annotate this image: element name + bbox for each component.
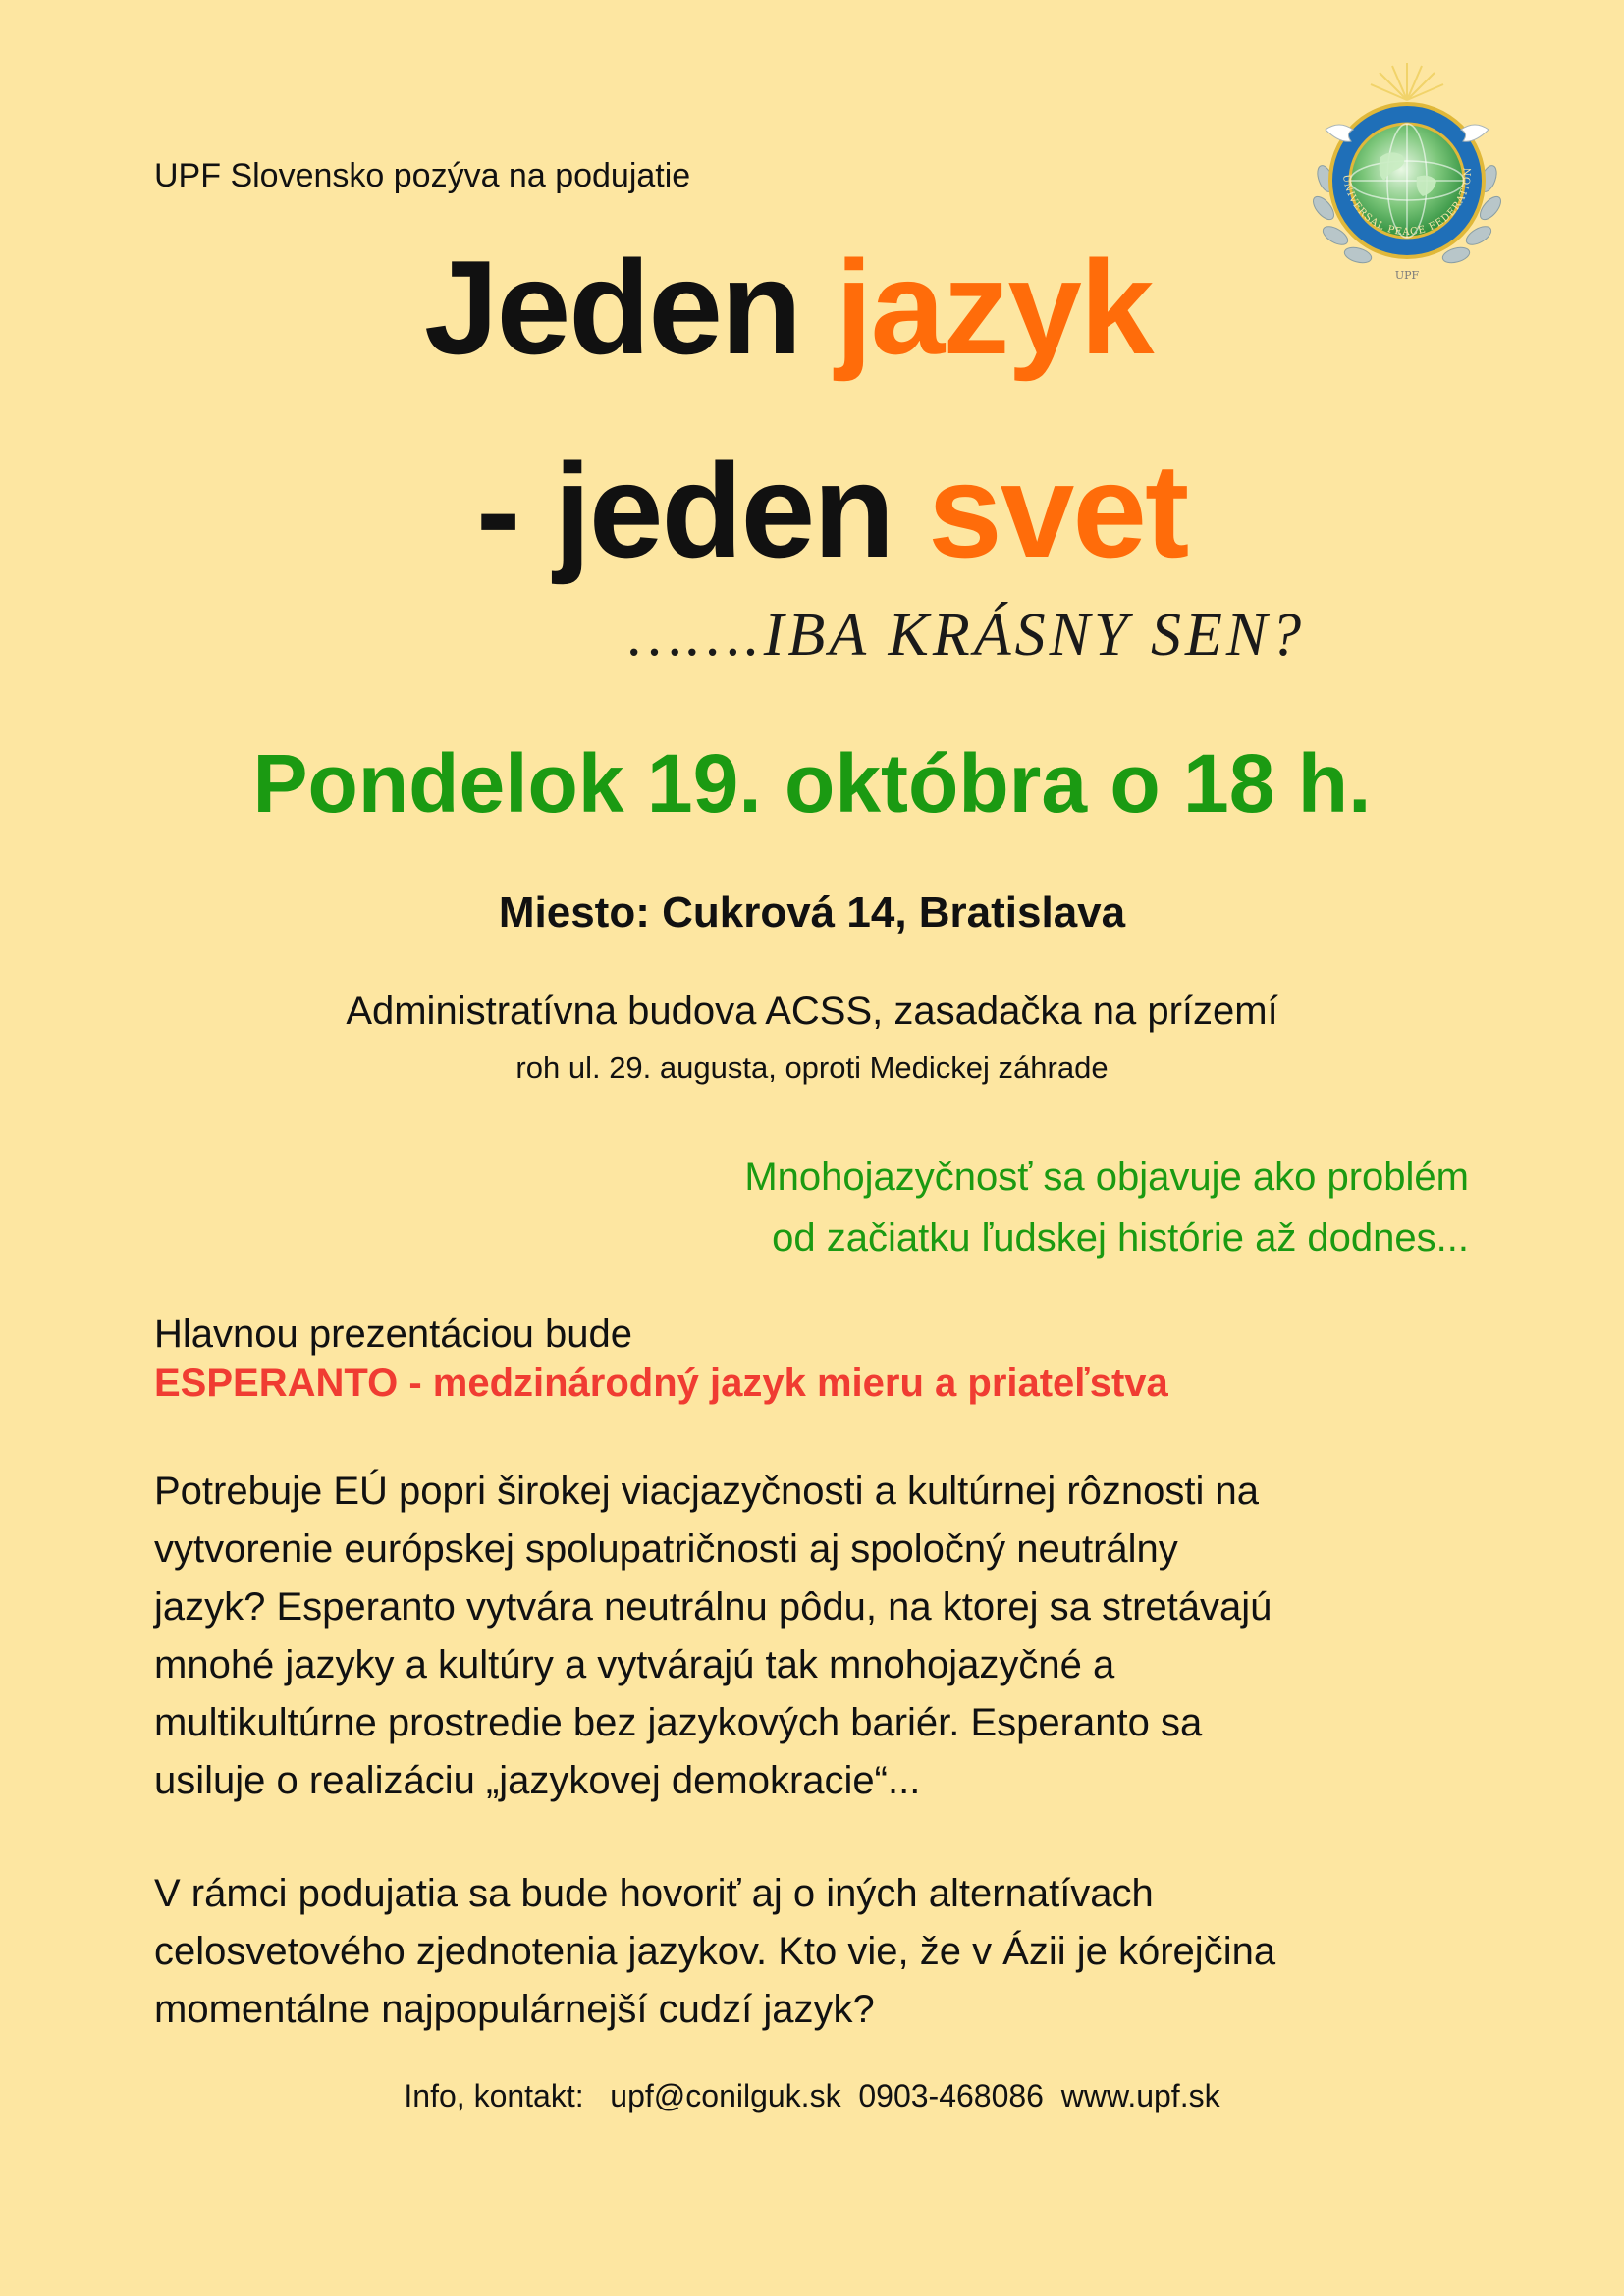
title-line-1 bbox=[424, 233, 1153, 382]
svg-text:UNIVERSAL PEACE FEDERATION: UNIVERSAL PEACE FEDERATION bbox=[1339, 166, 1475, 239]
event-date: Pondelok 19. októbra o 18 h. bbox=[252, 737, 1372, 829]
event-building: Administratívna budova ACSS, zasadačka na prízemí bbox=[346, 989, 1278, 1033]
title-word-jazyk: jazyk bbox=[835, 233, 1153, 382]
universal-peace-federation-logo bbox=[1304, 61, 1510, 285]
svg-text:UPF: UPF bbox=[1394, 269, 1420, 282]
title-word-svet: svet bbox=[928, 436, 1188, 585]
paragraph-1-line: multikultúrne prostredie bez jazykových bariér. Esperanto sa bbox=[154, 1701, 1203, 1744]
paragraph-1-line: jazyk? Esperanto vytvára neutrálnu pôdu, na ktorej sa stretávajú bbox=[154, 1585, 1272, 1629]
contact-info: Info, kontakt: upf@conilguk.sk 0903-468086 www.upf.sk bbox=[404, 2078, 1220, 2113]
quote-line-2: od začiatku ľudskej histórie až dodnes... bbox=[772, 1216, 1469, 1259]
paragraph-2-line: V rámci podujatia sa bude hovoriť aj o iných alternatívach bbox=[154, 1872, 1154, 1915]
paragraph-1-line: Potrebuje EÚ popri širokej viacjazyčnosti a kultúrnej rôznosti na bbox=[154, 1469, 1259, 1513]
title-word-jeden-2: - jeden bbox=[476, 436, 893, 585]
invite-line: UPF Slovensko pozýva na podujatie bbox=[154, 157, 691, 194]
paragraph-1 bbox=[154, 1463, 1509, 1810]
title-line-2 bbox=[476, 436, 1188, 585]
paragraph-2-line: momentálne najpopulárnejší cudzí jazyk? bbox=[154, 1988, 875, 2031]
quote-block bbox=[744, 1147, 1469, 1268]
paragraph-2 bbox=[154, 1865, 1509, 2039]
quote-line-1: Mnohojazyčnosť sa objavuje ako problém bbox=[744, 1155, 1469, 1199]
title-word-jeden: Jeden bbox=[424, 233, 801, 382]
paragraph-1-line: usiluje o realizáciu „jazykovej demokracie“... bbox=[154, 1759, 921, 1802]
paragraph-2-line: celosvetového zjednotenia jazykov. Kto vie, že v Ázii je kórejčina bbox=[154, 1930, 1276, 1973]
paragraph-1-line: vytvorenie európskej spolupatričnosti aj spoločný neutrálny bbox=[154, 1527, 1178, 1571]
upf-logo-icon bbox=[1304, 61, 1510, 285]
presentation-topic: ESPERANTO - medzinárodný jazyk mieru a priateľstva bbox=[154, 1362, 1168, 1405]
event-place: Miesto: Cukrová 14, Bratislava bbox=[498, 888, 1126, 936]
event-corner: roh ul. 29. augusta, oproti Medickej záhrade bbox=[515, 1050, 1109, 1085]
paragraph-1-line: mnohé jazyky a kultúry a vytvárajú tak mnohojazyčné a bbox=[154, 1643, 1115, 1686]
subtitle-dream: …….IBA KRÁSNY SEN? bbox=[628, 602, 1306, 668]
presentation-intro: Hlavnou prezentáciou bude bbox=[154, 1312, 633, 1356]
